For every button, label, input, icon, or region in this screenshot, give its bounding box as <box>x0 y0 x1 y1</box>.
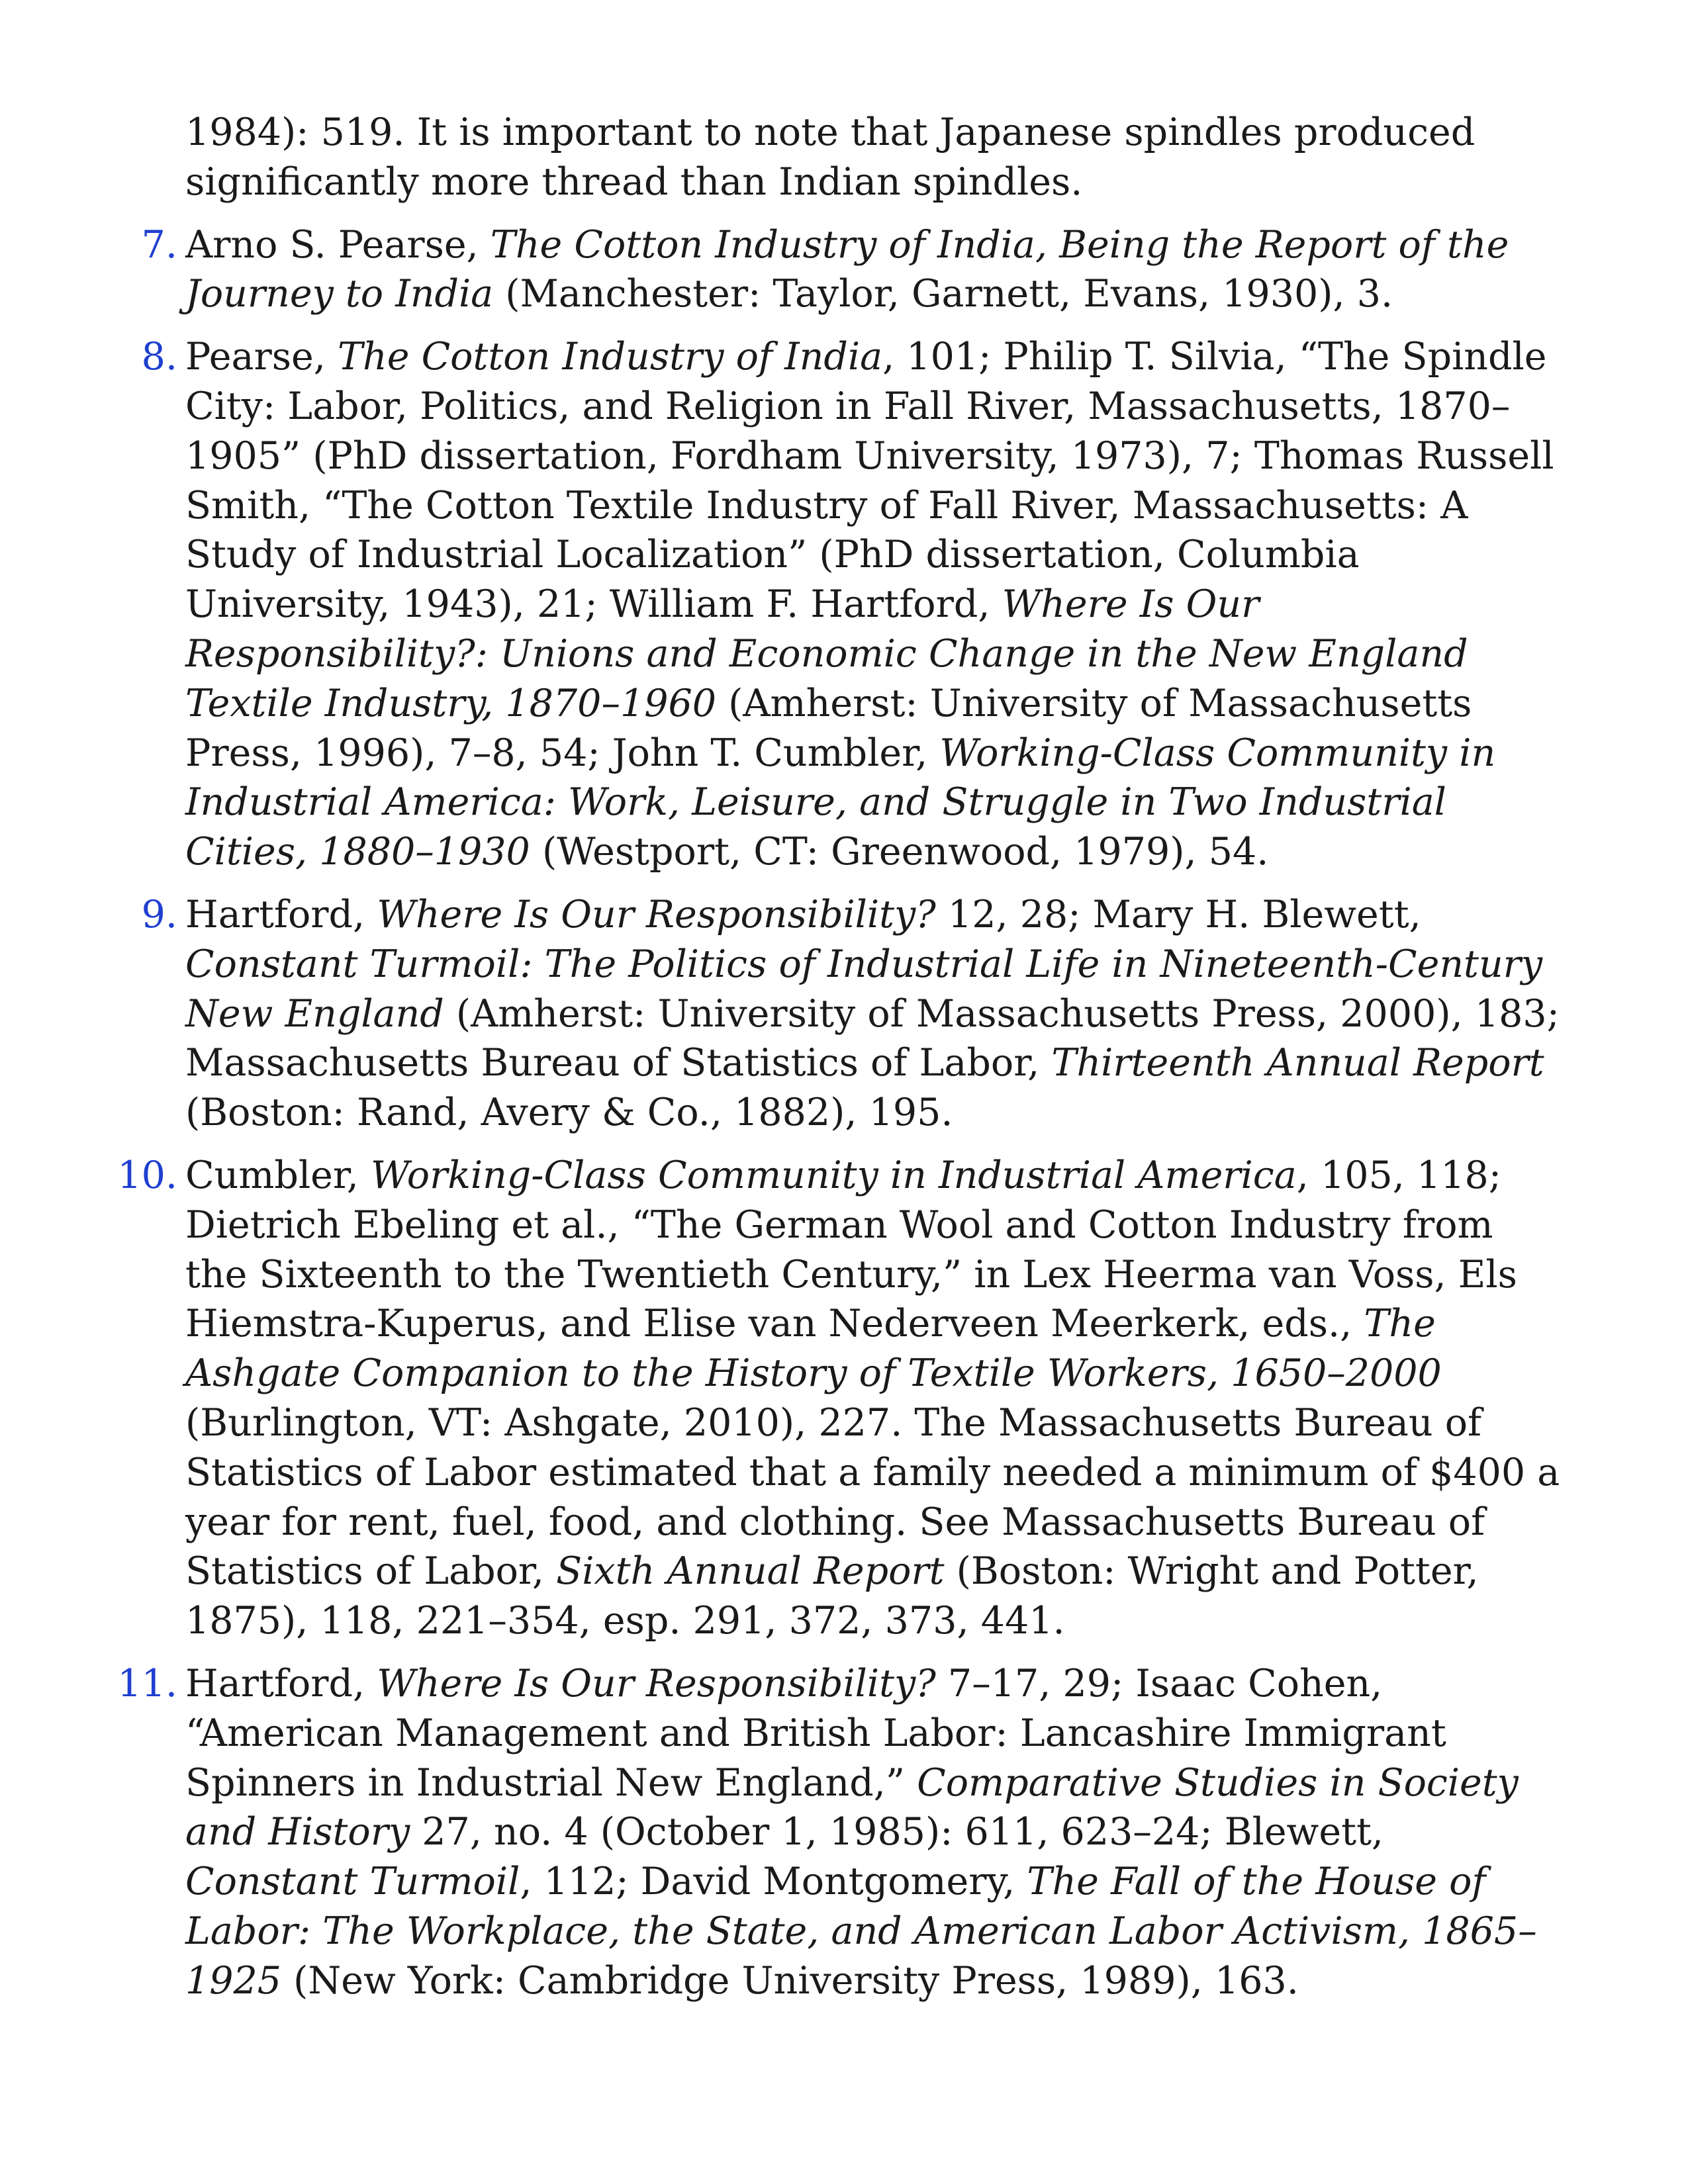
endnote-text <box>185 332 1562 877</box>
endnote-number-link[interactable]: 8. <box>141 335 177 379</box>
citation-text: (Westport, CT: Greenwood, 1979), 54. <box>530 830 1269 874</box>
citation-text: Hartford, <box>185 892 377 936</box>
citation-text: (Boston: Wright and Potter, 1875), 118, 221–354, esp. 291, 372, 373, 441. <box>185 1549 1479 1643</box>
endnote-text <box>185 1151 1562 1646</box>
citation-title: Constant Turmoil: The Politics of Industrial Life in Nineteenth-Century New England <box>185 942 1543 1036</box>
endnote <box>117 1659 1562 2006</box>
citation-text: 27, no. 4 (October 1, 1985): 611, 623–24; Blewett, <box>410 1810 1384 1854</box>
citation-title: Where Is Our Responsibility? <box>377 892 936 936</box>
endnote-number-link[interactable]: 9. <box>141 892 177 936</box>
citation-title: Where Is Our Responsibility? <box>377 1661 936 1706</box>
citation-title: Sixth Annual Report <box>556 1549 945 1594</box>
endnote-text <box>185 890 1562 1138</box>
citation-text: (Burlington, VT: Ashgate, 2010), 227. The Massachusetts Bureau of Statistics of Labor estimated that a family needed a minimum of $400 a year for rent, fuel, food, and clothing. See Massachusetts Bureau of Statistics of Labor, <box>185 1400 1560 1594</box>
citation-text: 12, 28; Mary H. Blewett, <box>935 892 1421 936</box>
citation-title: The Fall of the House of Labor: The Workplace, the State, and American Labor Activism, 1865–1925 <box>185 1860 1537 2003</box>
citation-title: The Ashgate Companion to the History of Textile Workers, 1650–2000 <box>185 1302 1442 1396</box>
citation-text: , 101; Philip T. Silvia, “The Spindle City: Labor, Politics, and Religion in Fall River, Massachusetts, 1870–1905” (PhD dissertation, Fordham University, 1973), 7; Thomas Russell Smith, “The Cotton Textile Industry of Fall River, Massachusetts: A Study of Industrial Localization” (PhD dissertation, Columbia University, 1943), 21; William F. Hartford, <box>185 335 1554 627</box>
citation-text: (Boston: Rand, Avery & Co., 1882), 195. <box>185 1091 953 1135</box>
citation-text: 1984): 519. It is important to note that Japanese spindles produced significantly more thread than Indian spindles. <box>185 111 1476 204</box>
endnote-number-link[interactable]: 11. <box>117 1661 177 1706</box>
citation-text: (Amherst: University of Massachusetts Press, 1996), 7–8, 54; John T. Cumbler, <box>185 681 1472 775</box>
citation-text: Pearse, <box>185 335 338 379</box>
citation-text: , 105, 118; Dietrich Ebeling et al., “The German Wool and Cotton Industry from the Sixteenth to the Twentieth Century,” in Lex Heerma van Voss, Els Hiemstra-Kuperus, and Elise van Nederveen Meerkerk, eds., <box>185 1153 1517 1346</box>
citation-title: The Cotton Industry of India, Being the Report of the Journey to India <box>185 222 1509 316</box>
citation-text: (Manchester: Taylor, Garnett, Evans, 1930), 3. <box>493 272 1393 316</box>
endnote-text <box>185 220 1562 320</box>
endnote-number-link[interactable]: 7. <box>141 222 177 267</box>
citation-text: Hartford, <box>185 1661 377 1706</box>
citation-text: , 112; David Montgomery, <box>520 1860 1027 1904</box>
endnotes-list <box>117 108 1562 2019</box>
endnote-text <box>185 1659 1562 2006</box>
endnote-text <box>185 108 1562 207</box>
endnote-number-link[interactable]: 10. <box>117 1153 177 1197</box>
citation-title: Working-Class Community in Industrial America: Work, Leisure, and Struggle in Two Industrial Cities, 1880–1930 <box>185 731 1496 874</box>
citation-text: Arno S. Pearse, <box>185 222 491 267</box>
citation-text: (New York: Cambridge University Press, 1989), 163. <box>281 1958 1299 2003</box>
endnote <box>141 332 1562 877</box>
endnote <box>185 108 1562 207</box>
endnote <box>141 890 1562 1138</box>
endnote <box>141 220 1562 320</box>
endnote <box>117 1151 1562 1646</box>
citation-title: Working-Class Community in Industrial America <box>371 1153 1297 1197</box>
citation-text: (Amherst: University of Massachusetts Press, 2000), 183; Massachusetts Bureau of Statistics of Labor, <box>185 991 1560 1085</box>
citation-title: The Cotton Industry of India <box>337 335 883 379</box>
citation-text: 7–17, 29; Isaac Cohen, “American Management and British Labor: Lancashire Immigrant Spinners in Industrial New England,” <box>185 1661 1446 1805</box>
citation-title: Where Is Our Responsibility?: Unions and Economic Change in the New England Textile Industry, 1870–1960 <box>185 582 1468 725</box>
citation-title: Constant Turmoil <box>185 1860 520 1904</box>
citation-title: Thirteenth Annual Report <box>1051 1041 1544 1085</box>
citation-text: Cumbler, <box>185 1153 371 1197</box>
citation-title: Comparative Studies in Society and History <box>185 1760 1519 1854</box>
